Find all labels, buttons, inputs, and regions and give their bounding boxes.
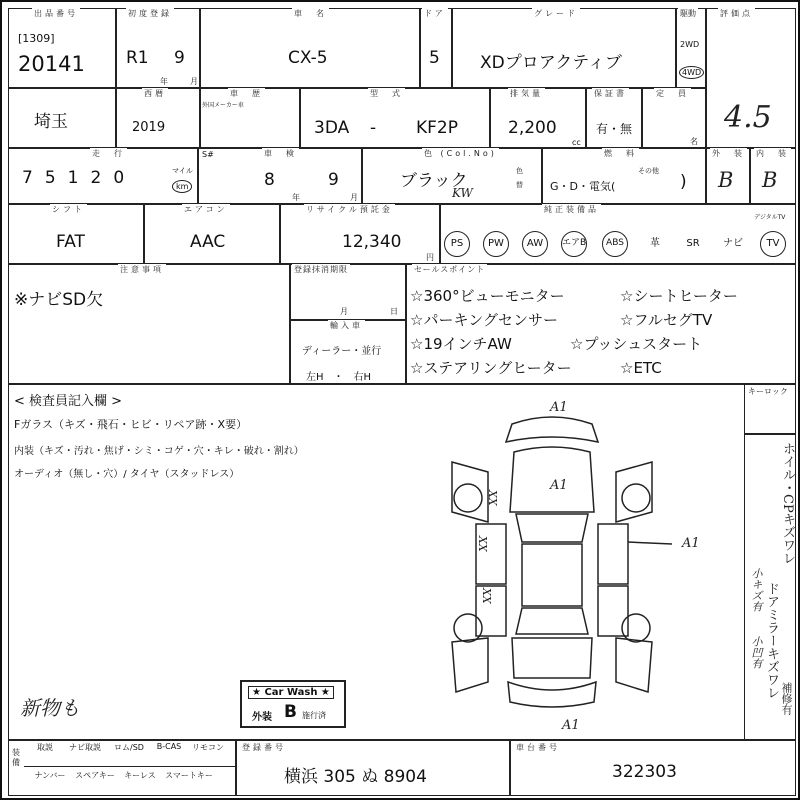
exterior-label: 外 装 — [712, 149, 745, 158]
drive-label: 駆動 — [680, 9, 696, 18]
aircon-value: AAC — [190, 232, 226, 252]
frame-value: 322303 — [612, 762, 677, 782]
sales-point: ☆19インチAW — [410, 335, 512, 353]
bottom-item: B-CAS — [156, 742, 182, 751]
bottom-item: スペアキー — [75, 771, 115, 780]
color-change-label: 色替 — [516, 167, 523, 189]
equip-navi: ナビ — [723, 238, 743, 249]
first-reg-era: R1 — [126, 48, 149, 68]
lot-number: 20141 — [18, 52, 85, 76]
damage-xx-2: XX — [476, 536, 489, 552]
bottom-item: キーレス — [124, 771, 156, 780]
displacement-unit: cc — [572, 138, 581, 147]
import-steering: 左H ・ 右H — [306, 372, 372, 383]
inspector-line2: 内装（キズ・汚れ・焦げ・シミ・コゲ・穴・キレ・破れ・割れ） — [14, 446, 304, 457]
shift-value: FAT — [56, 232, 85, 252]
warranty-label: 保証書 — [594, 89, 627, 98]
inspection-year-mark: 年 — [292, 193, 300, 202]
cancel-day-mark: 日 — [390, 307, 398, 316]
sales-label: セールスポイント — [414, 265, 486, 274]
caution-label: 注意事項 — [120, 265, 164, 274]
side-note-2: ドアミラーキズワレ — [764, 582, 779, 699]
mileage-mark: S# — [202, 150, 214, 159]
damage-a1-hood: A1 — [550, 478, 568, 493]
rear-window — [516, 608, 588, 634]
warranty-value: 有・無 — [596, 122, 633, 136]
side-note-5: 補修有 — [780, 682, 793, 715]
left-fender — [452, 462, 488, 522]
model-prefix: 3DA — [314, 118, 350, 138]
sales-row — [410, 332, 738, 356]
mileage-digits — [22, 168, 124, 188]
sales-row — [410, 356, 738, 380]
year-value: 2019 — [132, 120, 166, 135]
car-wash-title: ★ Car Wash ★ — [248, 686, 334, 699]
bottom-item: ロム/SD — [114, 743, 144, 752]
first-reg-month-mark: 月 — [190, 77, 198, 86]
color-label: 色 (Col.No) — [424, 149, 497, 158]
damage-xx-1: XX — [486, 490, 499, 506]
year-label: 西暦 — [144, 89, 166, 98]
sales-point: ☆フルセグTV — [620, 311, 713, 329]
equip-ps: PS — [444, 231, 470, 257]
mileage-unit-mile: マイル — [172, 167, 193, 175]
cancel-month-mark: 月 — [340, 307, 348, 316]
right-front-door — [598, 524, 628, 584]
bottom-equip-label: 装備 — [12, 748, 20, 767]
equip-airbag: エアB — [561, 231, 587, 257]
right-fender — [616, 462, 652, 522]
side-note-4: 小凹有 — [750, 636, 763, 669]
equip-sr: SR — [686, 238, 700, 249]
bottom-mid-line — [24, 766, 236, 767]
displacement-label: 排気量 — [510, 89, 543, 98]
region-value: 埼玉 — [34, 112, 68, 132]
score-label: 評価点 — [720, 9, 753, 18]
plate-value: 横浜 305 ぬ 8904 — [284, 767, 427, 787]
inspection-label: 車 検 — [264, 149, 297, 158]
lot-label: 出品番号 — [34, 9, 78, 18]
import-label: 輸入車 — [330, 321, 363, 330]
model-dash: - — [370, 118, 377, 138]
cancel-label: 登録抹消期限 — [294, 265, 348, 274]
capacity-label: 定 員 — [656, 89, 689, 98]
sales-point: ☆シートヒーター — [620, 287, 738, 305]
plate-label: 登録番号 — [242, 743, 286, 752]
bottom-item: ナビ取説 — [69, 743, 101, 752]
bottom-row2 — [28, 770, 216, 781]
mileage-digit: 7 — [22, 168, 33, 188]
sales-point: ☆プッシュスタート — [570, 335, 703, 353]
damage-a1-rear: A1 — [562, 718, 580, 733]
sales-point: ☆360°ビューモニター — [410, 287, 565, 305]
model-code: KF2P — [416, 118, 458, 138]
left-quarter — [452, 638, 488, 692]
capacity-unit: 名 — [690, 137, 698, 146]
equipment-corner: デジタルTV — [754, 214, 786, 221]
history-sub: 外国メーカー車 — [202, 102, 244, 109]
inspector-line3: オーディオ（無し・穴）/ タイヤ（スタッドレス） — [14, 469, 240, 480]
car-wash-grade: B — [284, 702, 297, 722]
mileage-digit: 2 — [90, 168, 102, 188]
wheel-rear-right — [622, 614, 650, 642]
color-note: KW — [452, 186, 473, 200]
wheel-rear-left — [454, 614, 482, 642]
front-bumper — [506, 417, 598, 442]
exterior-value: B — [718, 168, 734, 192]
roof — [522, 544, 582, 606]
trunk — [512, 638, 592, 678]
inspection-month: 9 — [328, 170, 339, 190]
first-reg-month: 9 — [174, 48, 185, 68]
doors-label: ドア — [424, 9, 446, 18]
wheel-front-right — [622, 484, 650, 512]
side-note-3: 小キズ有 — [750, 568, 763, 612]
sales-list — [410, 284, 738, 380]
color-value: ブラック — [400, 171, 468, 191]
doors-value: 5 — [429, 48, 440, 68]
fuel-other: その他 — [638, 167, 659, 175]
inspector-title: < 検査員記入欄 > — [14, 394, 123, 409]
side-note-1: ホイル・CPキズワレ — [780, 442, 795, 565]
car-name-value: CX-5 — [288, 48, 328, 68]
equip-abs: ABS — [602, 231, 628, 257]
fuel-value: G・D・電気( — [550, 180, 616, 193]
score-handwritten: 4.5 — [724, 100, 772, 135]
right-rear-door — [598, 586, 628, 636]
first-reg-year-mark: 年 — [160, 77, 168, 86]
rear-bumper — [508, 682, 596, 707]
interior-value: B — [762, 168, 778, 192]
frame-label: 車台番号 — [516, 743, 560, 752]
aircon-label: エアコン — [184, 205, 228, 214]
equipment-label: 純正装備品 — [544, 205, 599, 214]
car-diagram — [432, 402, 672, 732]
equip-pw: PW — [483, 231, 509, 257]
mileage-digit: 1 — [67, 168, 79, 188]
sales-point: ☆パーキングセンサー — [410, 311, 558, 329]
inspector-line1: Fガラス（キズ・飛石・ヒビ・リペア跡・X要） — [14, 418, 248, 431]
equip-leather: 革 — [650, 238, 660, 249]
key-label: キーロック — [748, 387, 788, 396]
lot-session: [1309] — [18, 32, 55, 45]
history-label: 車 歴 — [230, 89, 263, 98]
damage-a1-right: A1 — [682, 536, 700, 551]
mileage-digit: 5 — [44, 168, 56, 188]
fuel-label: 燃 料 — [604, 149, 637, 158]
inspection-month-mark: 月 — [350, 193, 358, 202]
drive-2wd: 2WD — [680, 40, 700, 49]
mileage-unit-km: km — [172, 180, 192, 193]
damage-a1-front: A1 — [550, 400, 568, 415]
model-label: 型 式 — [370, 89, 403, 98]
note-leader — [628, 542, 672, 544]
grade-value: XDプロアクティブ — [480, 53, 622, 73]
displacement-value: 2,200 — [508, 118, 557, 138]
bottom-item: スマートキー — [165, 771, 213, 780]
recycle-value: 12,340 — [342, 232, 402, 252]
windshield — [516, 514, 588, 542]
bottom-row1 — [28, 742, 228, 753]
interior-label: 内 装 — [756, 149, 789, 158]
bottom-item: リモコン — [192, 743, 224, 752]
car-name-label: 車 名 — [294, 9, 327, 18]
left-front-door — [476, 524, 506, 584]
equip-tv: TV — [760, 231, 786, 257]
right-quarter — [616, 638, 652, 692]
drive-4wd: 4WD — [679, 66, 704, 79]
shift-label: シフト — [52, 205, 85, 214]
recycle-label: リサイクル預託金 — [306, 205, 393, 214]
wheel-front-left — [454, 484, 482, 512]
mileage-digit: 0 — [113, 168, 125, 188]
sales-row — [410, 284, 738, 308]
car-wash-left: 外装 — [252, 712, 272, 723]
equip-aw: AW — [522, 231, 548, 257]
inspector-handwritten: 新物も — [20, 696, 80, 720]
caution-box — [8, 264, 290, 384]
mileage-label: 走 行 — [92, 149, 125, 158]
car-wash-right: 施行済 — [302, 711, 326, 720]
sales-point: ☆ステアリングヒーター — [410, 359, 572, 377]
import-dealer: ディーラー・並行 — [302, 346, 382, 357]
damage-xx-3: XX — [480, 588, 493, 604]
sales-point: ☆ETC — [620, 359, 662, 377]
fuel-close: ) — [680, 172, 687, 192]
grade-label: グレード — [534, 9, 578, 18]
inspection-year: 8 — [264, 170, 275, 190]
caution-text: ※ナビSD欠 — [14, 290, 104, 310]
first-reg-label: 初度登録 — [128, 9, 172, 18]
bottom-item: 取説 — [37, 743, 53, 752]
recycle-unit: 円 — [426, 253, 434, 262]
lot-box — [8, 8, 116, 88]
sales-row — [410, 308, 738, 332]
bottom-item: ナンバー — [34, 771, 66, 780]
